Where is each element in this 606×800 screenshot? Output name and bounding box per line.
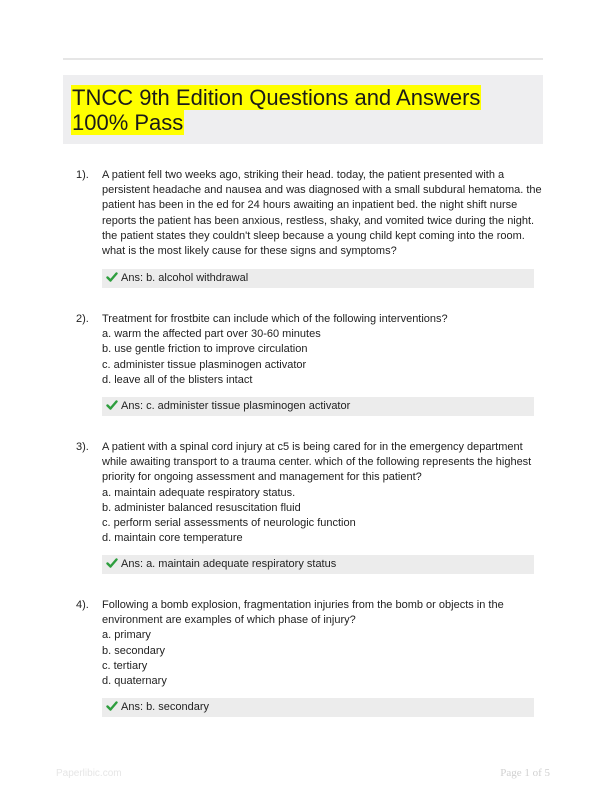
question-line: Treatment for frostbite can include which of the following interventions? [102, 313, 448, 325]
option-b: b. secondary [102, 644, 165, 657]
question-number: 1). [76, 169, 89, 181]
answer-text: Ans: c. administer tissue plasminogen activator [121, 400, 351, 412]
question-text [102, 168, 542, 259]
question-line: A patient fell two weeks ago, striking their head. today, the patient presented with a [102, 169, 505, 181]
question-number: 2). [76, 313, 89, 325]
page-indicator: Page 1 of 5 [500, 767, 550, 779]
question-text [102, 312, 532, 388]
question-line: priority for ongoing assessment and management for this patient? [102, 471, 422, 484]
check-icon [106, 557, 118, 569]
title-banner [63, 75, 543, 144]
question-text [102, 598, 532, 689]
option-a: a. maintain adequate respiratory status. [102, 486, 296, 499]
question-line: while awaiting transport to a trauma center. which of the following represents the highest [102, 456, 532, 469]
answer-box-1 [102, 269, 534, 288]
answer-text: Ans: b. secondary [121, 701, 210, 713]
answer-box-4 [102, 698, 534, 717]
question-line: what is the most likely cause for these signs and symptoms? [102, 245, 397, 258]
question-number: 3). [76, 441, 89, 453]
option-d: d. leave all of the blisters intact [102, 373, 253, 386]
question-line: environment are examples of which phase of injury? [102, 614, 356, 627]
check-icon [106, 399, 118, 411]
answer-box-2 [102, 397, 534, 416]
question-line: patient has been in the ed for 24 hours awaiting an inpatient bed. the night shift nurse [102, 199, 518, 212]
option-a: a. primary [102, 629, 151, 642]
question-number: 4). [76, 599, 89, 611]
option-a: a. warm the affected part over 30-60 minutes [102, 328, 321, 341]
check-icon [106, 700, 118, 712]
check-icon [106, 271, 118, 283]
question-line: Following a bomb explosion, fragmentation injuries from the bomb or objects in the [102, 599, 504, 611]
option-d: d. quaternary [102, 675, 167, 688]
option-b: b. use gentle friction to improve circulation [102, 343, 308, 356]
option-d: d. maintain core temperature [102, 532, 243, 545]
option-c: c. tertiary [102, 659, 148, 672]
option-b: b. administer balanced resuscitation fluid [102, 501, 301, 514]
question-line: reports the patient has been anxious, restless, shaky, and vomited twice during the night. [102, 214, 535, 227]
option-c: c. administer tissue plasminogen activator [102, 358, 307, 371]
question-line: the patient states they couldn't sleep because a young child kept coming into the room. [102, 229, 525, 242]
option-c: c. perform serial assessments of neurologic function [102, 517, 356, 530]
watermark-text: Paperlibic.com [56, 768, 122, 779]
question-text [102, 440, 532, 546]
top-divider [63, 58, 543, 60]
question-line: persistent headache and nausea and was diagnosed with a small subdural hematoma. the [102, 184, 542, 197]
question-line: A patient with a spinal cord injury at c5 is being cared for in the emergency department [102, 441, 523, 453]
answer-text: Ans: b. alcohol withdrawal [121, 272, 249, 284]
answer-text: Ans: a. maintain adequate respiratory status [121, 558, 337, 570]
answer-box-3 [102, 555, 534, 574]
document-title: TNCC 9th Edition Questions and Answers 100% Pass [72, 85, 481, 135]
